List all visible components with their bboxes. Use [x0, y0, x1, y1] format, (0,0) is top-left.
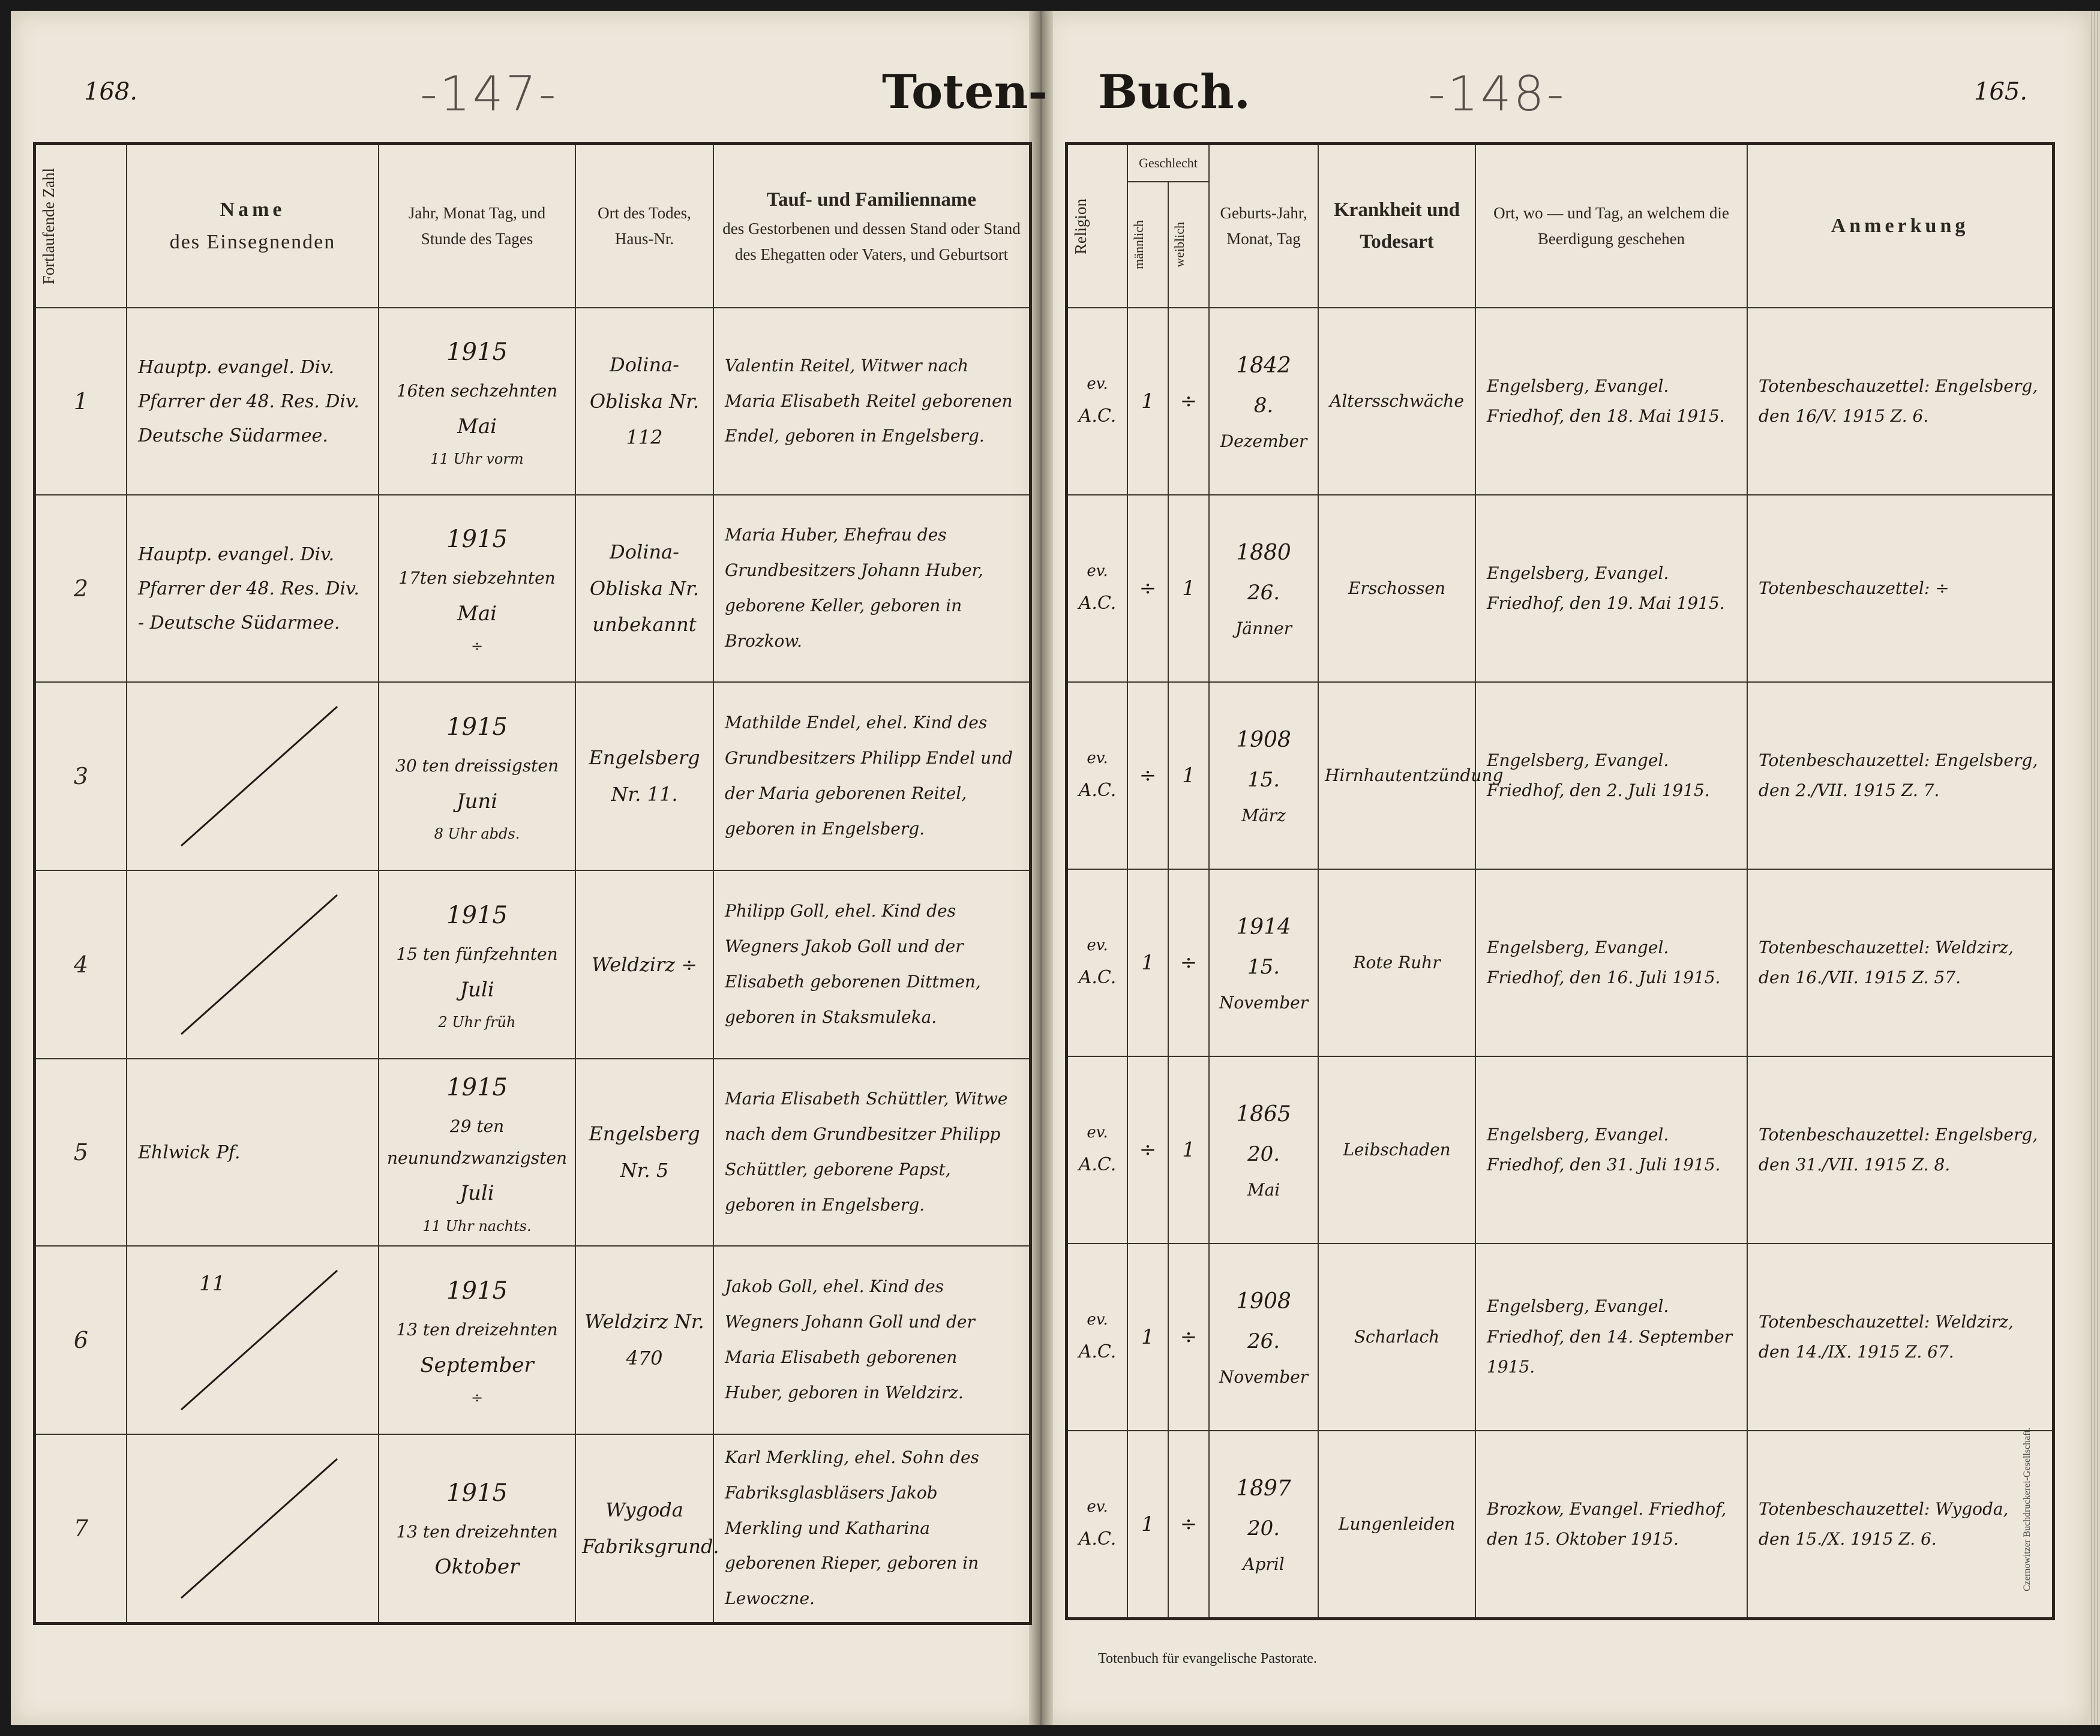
- death-year: 1915: [446, 713, 508, 741]
- header-weiblich: weiblich: [1168, 182, 1209, 308]
- cell-datum: [379, 1059, 575, 1246]
- death-month: Juli: [460, 1181, 494, 1206]
- entry-row: [1067, 1244, 2053, 1431]
- death-month: Oktober: [434, 1555, 520, 1579]
- death-month: Juli: [460, 977, 494, 1002]
- right-register-table: [1067, 144, 2053, 1618]
- left-register-table: [35, 144, 1030, 1623]
- entry-row: [1067, 1056, 2053, 1244]
- cell-tauf: Valentin Reitel, Witwer nach Maria Elisabeth Reitel geborenen Endel, geboren in Engelsberg.: [713, 308, 1030, 495]
- cell-maennlich: 1: [1127, 869, 1168, 1056]
- cell-religion: ev. A.C.: [1067, 869, 1127, 1056]
- cell-ort: Weldzirz Nr. 470: [575, 1246, 713, 1434]
- cell-beerdigung: Engelsberg, Evangel. Friedhof, den 2. Juli 1915.: [1475, 682, 1747, 869]
- cell-krankheit: Hirnhautentzündung: [1318, 682, 1475, 869]
- cell-ort: Weldzirz ÷: [575, 870, 713, 1059]
- header-tauf: Tauf- und Familienname des Gestorbenen und dessen Stand oder Stand des Ehegatten oder Vaters, und Geburtsort: [713, 145, 1030, 308]
- death-month: Mai: [457, 601, 497, 626]
- cell-name: [127, 1434, 379, 1623]
- book-gutter: [1029, 11, 1053, 1725]
- cell-geburt: 1908 26. November: [1209, 1244, 1318, 1431]
- death-month: Juni: [456, 789, 498, 813]
- cell-weiblich: ÷: [1168, 1431, 1209, 1618]
- cell-beerdigung: Engelsberg, Evangel. Friedhof, den 14. September 1915.: [1475, 1244, 1747, 1431]
- cell-ort: Wygoda Fabriksgrund.: [575, 1434, 713, 1623]
- header-geburt: Geburts-Jahr, Monat, Tag: [1209, 145, 1318, 308]
- header-anmerkung: Anmerkung: [1747, 145, 2053, 308]
- death-hour: 11 Uhr vorm: [430, 450, 524, 468]
- death-day: 16ten sechzehnten: [396, 381, 558, 401]
- cell-weiblich: 1: [1168, 1056, 1209, 1244]
- cell-tauf: Mathilde Endel, ehel. Kind des Grundbesitzers Philipp Endel und der Maria geborenen Reitel, geboren in Engelsberg.: [713, 682, 1030, 870]
- death-hour: 11 Uhr nachts.: [422, 1217, 532, 1235]
- cell-beerdigung: Brozkow, Evangel. Friedhof, den 15. Oktober 1915.: [1475, 1431, 1747, 1618]
- header-beerdigung: Ort, wo — und Tag, an welchem die Beerdigung geschehen: [1475, 145, 1747, 308]
- cell-datum: [379, 308, 575, 495]
- cell-beerdigung: Engelsberg, Evangel. Friedhof, den 16. Juli 1915.: [1475, 869, 1747, 1056]
- cell-religion: ev. A.C.: [1067, 1056, 1127, 1244]
- cell-maennlich: 1: [1127, 1431, 1168, 1618]
- cell-name: [127, 870, 379, 1059]
- cell-religion: ev. A.C.: [1067, 308, 1127, 495]
- left-page-number: 168.: [84, 78, 138, 106]
- strike-line: [127, 1435, 379, 1622]
- cell-geburt: 1865 20. Mai: [1209, 1056, 1318, 1244]
- cell-geburt: 1897 20. April: [1209, 1431, 1318, 1618]
- cell-ort: Engelsberg Nr. 11.: [575, 682, 713, 870]
- cell-maennlich: 1: [1127, 308, 1168, 495]
- cell-maennlich: ÷: [1127, 1056, 1168, 1244]
- header-religion: Religion: [1067, 145, 1127, 308]
- cell-weiblich: ÷: [1168, 308, 1209, 495]
- cell-datum: [379, 870, 575, 1059]
- death-month: September: [420, 1353, 534, 1377]
- cell-tauf: Jakob Goll, ehel. Kind des Wegners Johann Goll und der Maria Elisabeth geborenen Huber, geboren in Weldzirz.: [713, 1246, 1030, 1434]
- cell-religion: ev. A.C.: [1067, 682, 1127, 869]
- header-name: Name des Einsegnenden: [127, 145, 379, 308]
- entry-row: [35, 870, 1030, 1059]
- cell-datum: [379, 682, 575, 870]
- death-year: 1915: [446, 1479, 508, 1507]
- header-krankheit: Krankheit und Todesart: [1318, 145, 1475, 308]
- cell-krankheit: Erschossen: [1318, 495, 1475, 682]
- cell-beerdigung: Engelsberg, Evangel. Friedhof, den 31. Juli 1915.: [1475, 1056, 1747, 1244]
- header-fortlaufende-zahl: Fortlaufende Zahl: [35, 145, 127, 308]
- cell-name: [127, 682, 379, 870]
- cell-maennlich: ÷: [1127, 682, 1168, 869]
- death-day: 29 ten neunundzwanzigsten: [387, 1116, 567, 1168]
- struck-name-field: [127, 871, 378, 1058]
- cell-krankheit: Altersschwäche: [1318, 308, 1475, 495]
- cell-geburt: 1880 26. Jänner: [1209, 495, 1318, 682]
- strike-line: [127, 871, 379, 1058]
- strike-line: [127, 683, 379, 870]
- struck-name-field: [127, 1435, 378, 1622]
- cell-tauf: Maria Elisabeth Schüttler, Witwe nach dem Grundbesitzer Philipp Schüttler, geborene Papst, geboren in Engelsberg.: [713, 1059, 1030, 1246]
- cell-name: [127, 308, 379, 495]
- left-reference-number: -147-: [420, 66, 559, 122]
- entry-row: [35, 1059, 1030, 1246]
- entry-number: 2: [35, 495, 127, 682]
- cell-maennlich: 1: [1127, 1244, 1168, 1431]
- cell-anmerkung: Totenbeschauzettel: Engelsberg, den 31./VII. 1915 Z. 8.: [1747, 1056, 2053, 1244]
- header-ort: Ort des Todes, Haus-Nr.: [575, 145, 713, 308]
- death-day: 17ten siebzehnten: [398, 568, 556, 588]
- cell-beerdigung: Engelsberg, Evangel. Friedhof, den 18. Mai 1915.: [1475, 308, 1747, 495]
- death-year: 1915: [446, 1277, 508, 1305]
- death-day: 13 ten dreizehnten: [396, 1320, 558, 1340]
- death-year: 1915: [446, 338, 508, 367]
- entry-number: 3: [35, 682, 127, 870]
- title-left: Toten-: [882, 65, 1048, 119]
- name-text: Ehlwick Pf.: [138, 1142, 241, 1163]
- death-day: 30 ten dreissigsten: [395, 756, 559, 776]
- death-hour: 8 Uhr abds.: [434, 825, 520, 843]
- header-datum: Jahr, Monat Tag, und Stunde des Tages: [379, 145, 575, 308]
- entry-row: [35, 682, 1030, 870]
- entry-row: [35, 1246, 1030, 1434]
- entry-number: 1: [35, 308, 127, 495]
- cell-name: [127, 1246, 379, 1434]
- death-year: 1915: [446, 1073, 508, 1101]
- death-hour: ÷: [470, 1389, 484, 1407]
- cell-weiblich: 1: [1168, 495, 1209, 682]
- cell-maennlich: ÷: [1127, 495, 1168, 682]
- cell-anmerkung: Totenbeschauzettel: Weldzirz, den 16./VII. 1915 Z. 57.: [1747, 869, 2053, 1056]
- entry-row: [1067, 869, 2053, 1056]
- entry-row: [35, 1434, 1030, 1623]
- cell-krankheit: Rote Ruhr: [1318, 869, 1475, 1056]
- header-maennlich: männlich: [1127, 182, 1168, 308]
- entry-row: [1067, 308, 2053, 495]
- cell-beerdigung: Engelsberg, Evangel. Friedhof, den 19. Mai 1915.: [1475, 495, 1747, 682]
- entry-row: [1067, 682, 2053, 869]
- cell-ort: Dolina-Obliska Nr. 112: [575, 308, 713, 495]
- cell-anmerkung: Totenbeschauzettel: Wygoda, den 15./X. 1915 Z. 6.: [1747, 1431, 2053, 1618]
- name-text: Hauptp. evangel. Div. Pfarrer der 48. Res. Div. - Deutsche Südarmee.: [138, 543, 359, 633]
- cell-tauf: Karl Merkling, ehel. Sohn des Fabriksglasbläsers Jakob Merkling und Katharina geborenen Rieper, geboren in Lewoczne.: [713, 1434, 1030, 1623]
- struck-name-field: [127, 683, 378, 870]
- cell-ort: Dolina-Obliska Nr. unbekannt: [575, 495, 713, 682]
- cell-weiblich: ÷: [1168, 869, 1209, 1056]
- death-year: 1915: [446, 525, 508, 554]
- cell-anmerkung: Totenbeschauzettel: Engelsberg, den 2./VII. 1915 Z. 7.: [1747, 682, 2053, 869]
- death-year: 1915: [446, 902, 508, 930]
- cell-religion: ev. A.C.: [1067, 495, 1127, 682]
- cell-krankheit: Leibschaden: [1318, 1056, 1475, 1244]
- cell-weiblich: 1: [1168, 682, 1209, 869]
- book-footer: Totenbuch für evangelische Pastorate.: [1098, 1651, 1317, 1666]
- title-right: Buch.: [1098, 65, 1250, 119]
- name-text: Hauptp. evangel. Div. Pfarrer der 48. Res. Div. Deutsche Südarmee.: [138, 356, 359, 446]
- cell-anmerkung: Totenbeschauzettel: Weldzirz, den 14./IX. 1915 Z. 67.: [1747, 1244, 2053, 1431]
- header-geschlecht: Geschlecht: [1127, 145, 1209, 182]
- entry-row: [35, 308, 1030, 495]
- death-day: 15 ten fünfzehnten: [396, 944, 558, 965]
- strike-line: [127, 1247, 379, 1434]
- cell-tauf: Philipp Goll, ehel. Kind des Wegners Jakob Goll und der Elisabeth geborenen Dittmen, geboren in Staksmuleka.: [713, 870, 1030, 1059]
- cell-geburt: 1914 15. November: [1209, 869, 1318, 1056]
- page-edge: [2089, 11, 2100, 1725]
- entry-row: [1067, 495, 2053, 682]
- entry-number: 7: [35, 1434, 127, 1623]
- right-reference-number: -148-: [1428, 66, 1567, 122]
- entry-number: 4: [35, 870, 127, 1059]
- cell-anmerkung: Totenbeschauzettel: ÷: [1747, 495, 2053, 682]
- cell-tauf: Maria Huber, Ehefrau des Grundbesitzers Johann Huber, geborene Keller, geboren in Brozkow.: [713, 495, 1030, 682]
- cell-datum: [379, 1434, 575, 1623]
- cell-weiblich: ÷: [1168, 1244, 1209, 1431]
- printer-imprint: Czernowitzer Buchdruckerei-Gesellschaft.: [2022, 1428, 2032, 1591]
- cell-ort: Engelsberg Nr. 5: [575, 1059, 713, 1246]
- cell-datum: [379, 1246, 575, 1434]
- right-page-number: 165.: [1974, 78, 2028, 106]
- cell-geburt: 1842 8. Dezember: [1209, 308, 1318, 495]
- cell-krankheit: Scharlach: [1318, 1244, 1475, 1431]
- death-day: 13 ten dreizehnten: [396, 1522, 558, 1542]
- entry-number: 6: [35, 1246, 127, 1434]
- cell-name: [127, 495, 379, 682]
- death-month: Mai: [457, 414, 497, 438]
- cell-geburt: 1908 15. März: [1209, 682, 1318, 869]
- cell-name: [127, 1059, 379, 1246]
- cell-krankheit: Lungenleiden: [1318, 1431, 1475, 1618]
- death-hour: ÷: [470, 638, 484, 655]
- cell-religion: ev. A.C.: [1067, 1431, 1127, 1618]
- struck-name-field: [127, 1247, 378, 1434]
- death-hour: 2 Uhr früh: [438, 1014, 516, 1031]
- cell-anmerkung: Totenbeschauzettel: Engelsberg, den 16/V. 1915 Z. 6.: [1747, 308, 2053, 495]
- cell-religion: ev. A.C.: [1067, 1244, 1127, 1431]
- cell-datum: [379, 495, 575, 682]
- entry-row: [35, 495, 1030, 682]
- entry-number: 5: [35, 1059, 127, 1246]
- entry-row: [1067, 1431, 2053, 1618]
- name-text: 11: [199, 1272, 226, 1296]
